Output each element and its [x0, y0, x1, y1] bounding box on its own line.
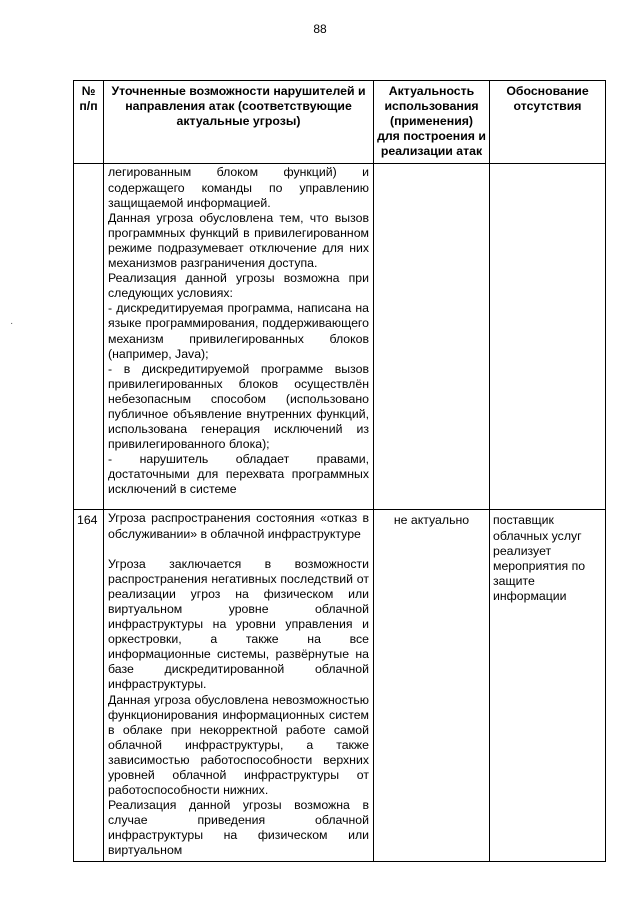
- row-number: [74, 164, 104, 510]
- header-actuality: Актуальность использования (применения) для построения и реализации атак: [374, 81, 490, 164]
- header-num: № п/п: [74, 81, 104, 164]
- desc-title: Угроза распространения состояния «отказ в обслуживании» в облачной инфраструктуре: [108, 511, 369, 541]
- desc-paragraph: Данная угроза обусловлена невозможностью функционирования информационных систем в облаке при некорректной работе самой облачной инфраструктуры, а также зависимостью работоспособности верхних уровней облачной инфраструктуры от работоспособности нижних.: [108, 692, 369, 798]
- row-reason: [490, 164, 606, 510]
- row-description: [104, 164, 374, 510]
- margin-mark: ·: [10, 318, 14, 329]
- row-number: 164: [74, 510, 104, 861]
- header-reason: Обоснование отсутствия: [490, 81, 606, 164]
- table-row: [74, 164, 606, 510]
- desc-paragraph: Реализация данной угрозы возможна в случае приведения облачной инфраструктуры на физическом или виртуальном: [108, 798, 369, 858]
- row-description: [104, 510, 374, 861]
- table-row: [74, 510, 606, 861]
- desc-paragraph: - нарушитель обладает правами, достаточными для перехвата программных исключений в системе: [108, 452, 369, 497]
- threats-table: [73, 80, 606, 862]
- page-number: 88: [313, 22, 327, 36]
- desc-paragraph: легированным блоком функций) и содержащего команды по управлению защищаемой информацией.: [108, 165, 369, 210]
- row-actuality: не актуально: [374, 510, 490, 861]
- desc-paragraph: Данная угроза обусловлена тем, что вызов программных функций в привилегированном режиме подразумевает отключение для них механизмов разграничения доступа.: [108, 210, 369, 271]
- table-header-row: [74, 81, 606, 164]
- header-description: Уточненные возможности нарушителей и направления атак (соответствующие актуальные угрозы): [104, 81, 374, 164]
- desc-paragraph: - дискредитируемая программа, написана на языке программирования, поддерживающего механизм привилегированных блоков (например, Java);: [108, 301, 369, 361]
- row-actuality: [374, 164, 490, 510]
- desc-paragraph: Реализация данной угрозы возможна при следующих условиях:: [108, 271, 369, 301]
- desc-paragraph: - в дискредитируемой программе вызов привилегированных блоков осуществлён небезопасным способом (использовано публичное объявление внутренних функций, использована генерация исключений из привилегированного блока);: [108, 361, 369, 452]
- desc-paragraph: Угроза заключается в возможности распространения негативных последствий от реализации угроз на физическом или виртуальном уровне облачной инфраструктуры на уровни управления и оркестровки, а также на все информационные системы, развёрнутые на базе дискредитированной облачной инфраструктуры.: [108, 556, 369, 692]
- row-reason: поставщик облачных услуг реализует мероприятия по защите информации: [490, 510, 606, 861]
